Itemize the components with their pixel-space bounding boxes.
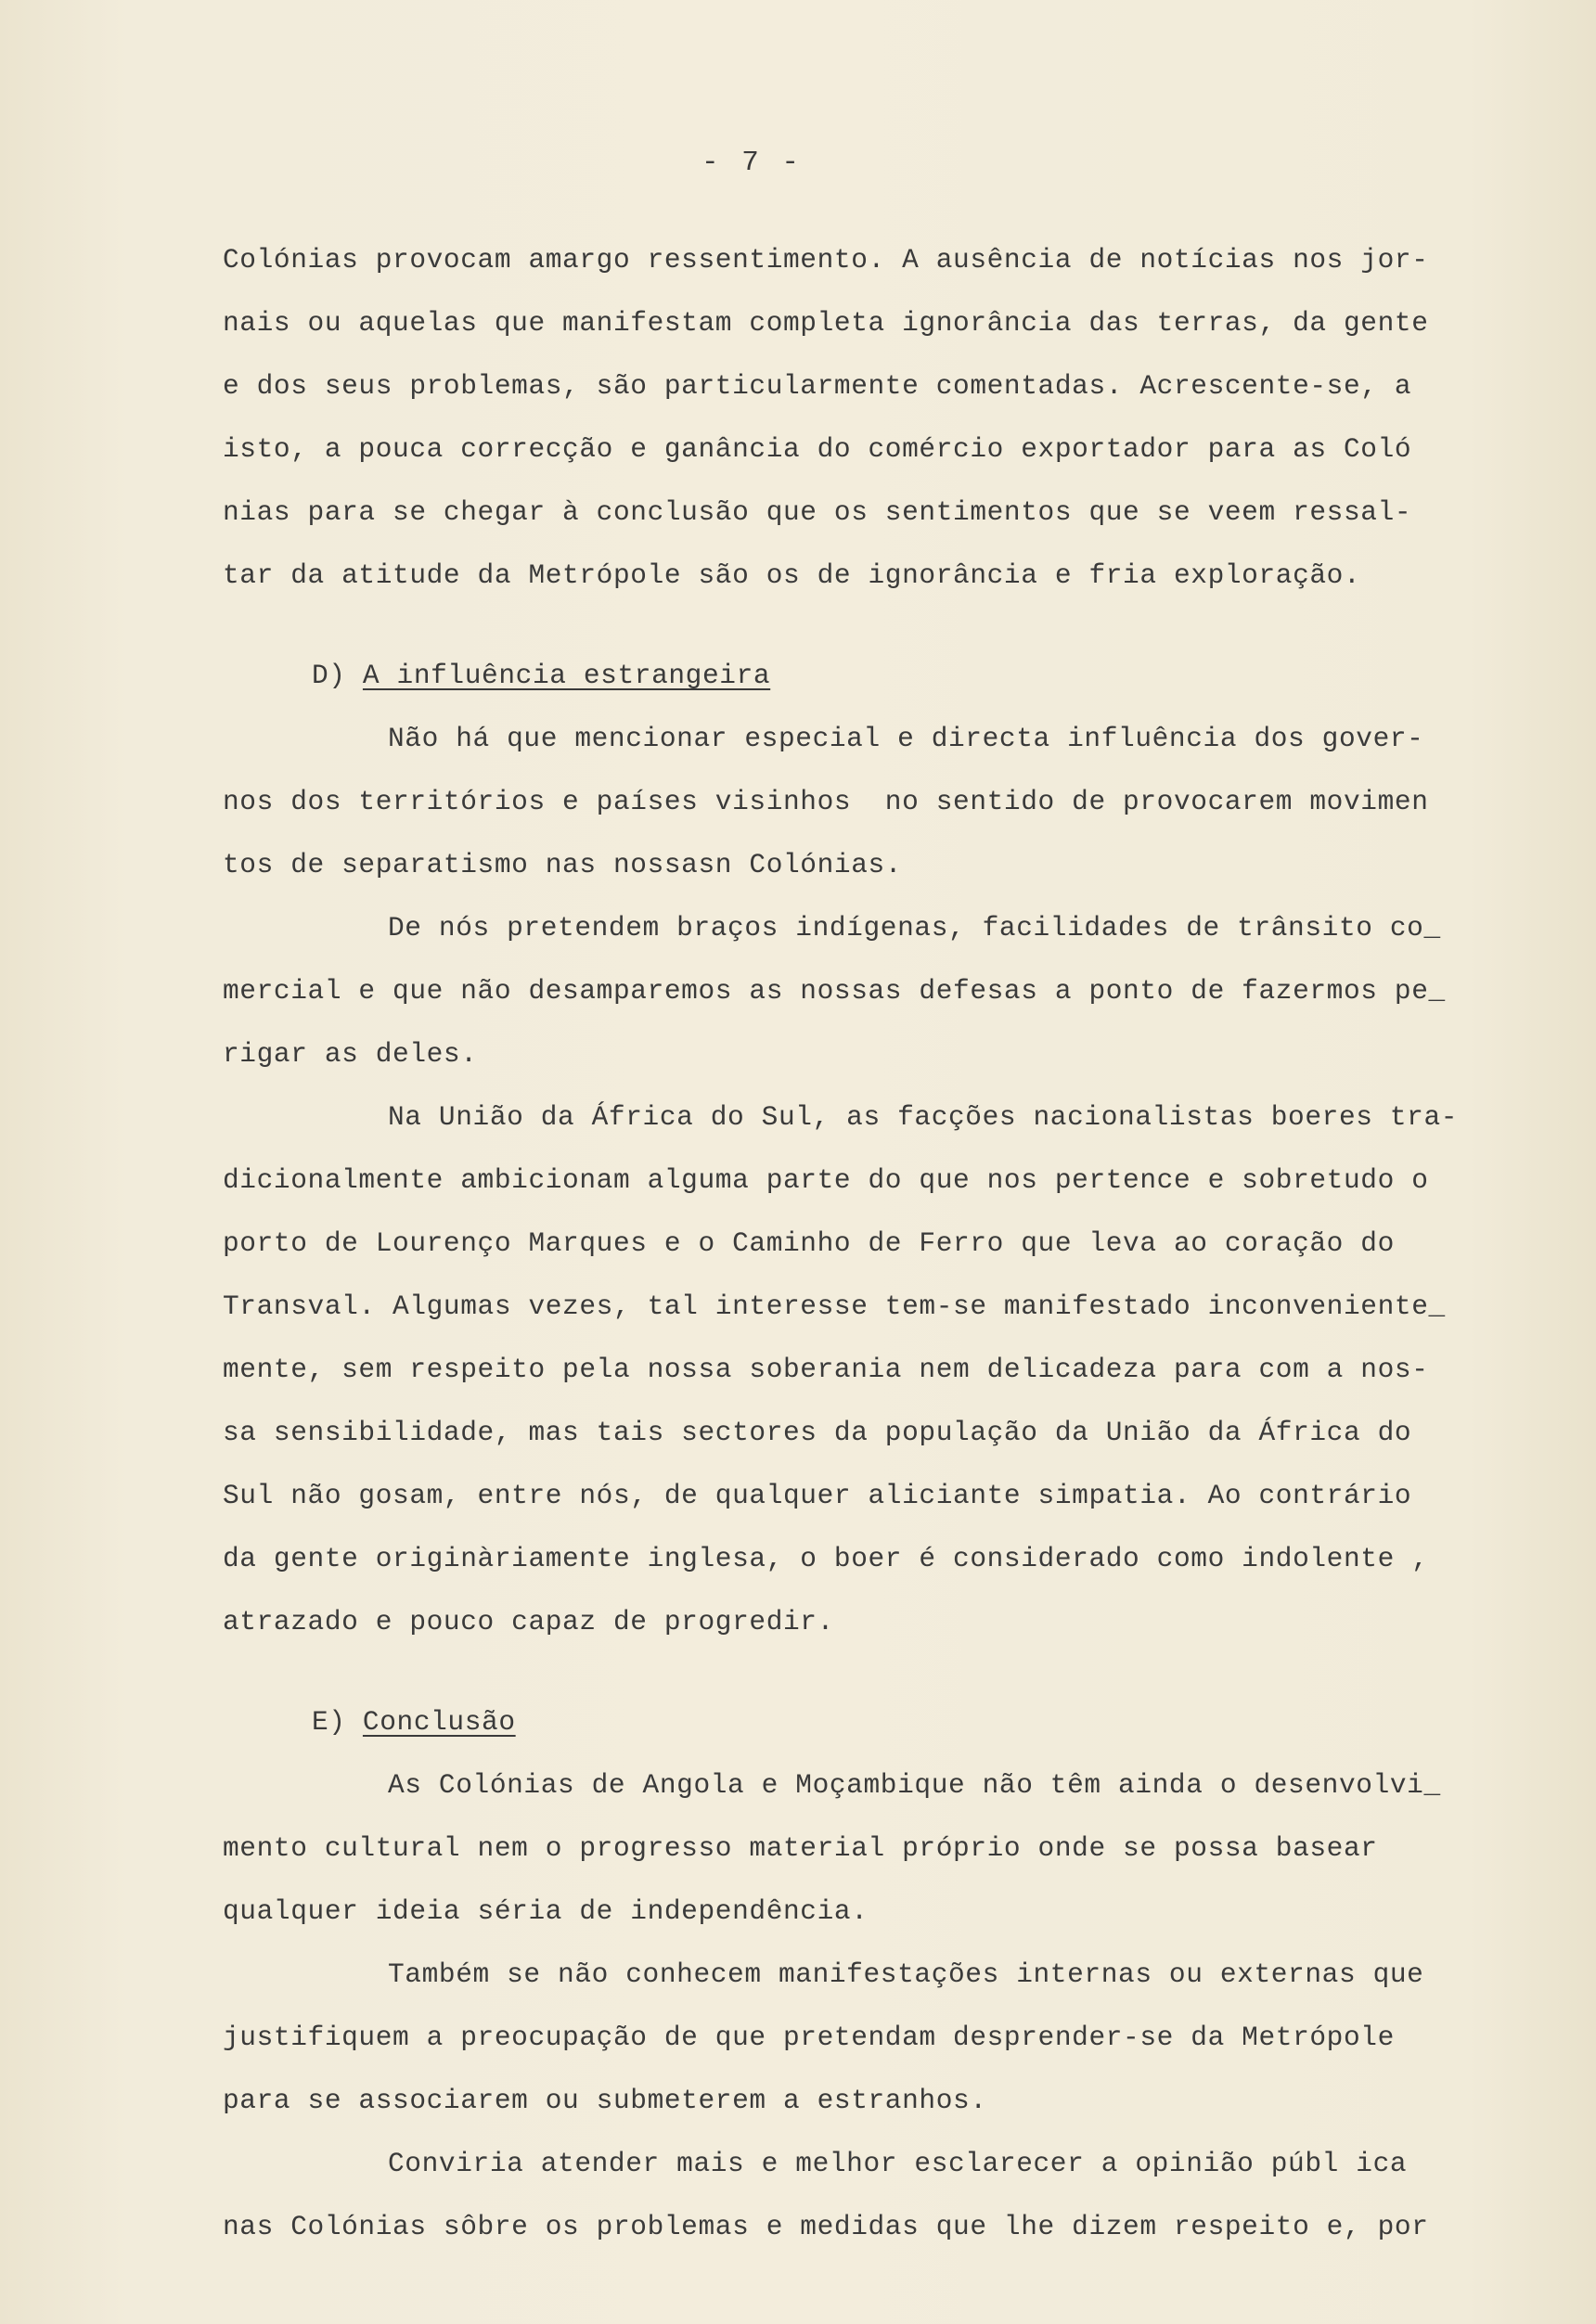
text-line: rigar as deles. — [223, 1038, 478, 1070]
text-line: De nós pretendem braços indígenas, facilidades de trânsito co_ — [388, 912, 1441, 944]
text-line: nas Colónias sôbre os problemas e medidas que lhe dizem respeito e, por — [223, 2211, 1429, 2242]
text-line: sa sensibilidade, mas tais sectores da população da União da África do — [223, 1417, 1412, 1448]
text-line: Conviria atender mais e melhor esclarecer a opinião públ ica — [388, 2148, 1408, 2179]
section-title: A influência estrangeira — [362, 660, 771, 691]
page-number: - 7 - — [701, 147, 802, 179]
section-heading-e — [223, 1690, 1540, 1753]
text-line: Transval. Algumas vezes, tal interesse tem-se manifestado inconveniente_ — [223, 1290, 1446, 1322]
text-line: e dos seus problemas, são particularmente comentadas. Acrescente-se, a — [223, 370, 1412, 402]
text-line: porto de Lourenço Marques e o Caminho de Ferro que leva ao coração do — [223, 1227, 1395, 1259]
text-line: Colónias provocam amargo ressentimento. A ausência de notícias nos jor- — [223, 244, 1429, 276]
text-line: nais ou aquelas que manifestam completa ignorância das terras, da gente — [223, 307, 1429, 339]
text-line: Na União da África do Sul, as facções nacionalistas boeres tra- — [388, 1101, 1459, 1133]
text-line: para se associarem ou submeterem a estranhos. — [223, 2085, 987, 2116]
section-letter: D) — [312, 660, 346, 691]
text-line: Não há que mencionar especial e directa influência dos gover- — [388, 723, 1424, 754]
text-line: mercial e que não desamparemos as nossas defesas a ponto de fazermos pe_ — [223, 975, 1446, 1007]
text-line: isto, a pouca correcção e ganância do comércio exportador para as Coló — [223, 433, 1412, 465]
text-line: qualquer ideia séria de independência. — [223, 1895, 869, 1927]
text-line: nias para se chegar à conclusão que os sentimentos que se veem ressal- — [223, 496, 1412, 528]
text-line: mente, sem respeito pela nossa soberania nem delicadeza para com a nos- — [223, 1354, 1429, 1385]
text-line: As Colónias de Angola e Moçambique não têm ainda o desenvolvi_ — [388, 1769, 1441, 1801]
text-line: nos dos territórios e países visinhos no sentido de provocarem movimen — [223, 786, 1429, 817]
section-letter: E) — [312, 1706, 346, 1738]
section-title: Conclusão — [362, 1706, 516, 1738]
text-line: dicionalmente ambicionam alguma parte do que nos pertence e sobretudo o — [223, 1164, 1429, 1196]
text-line: tar da atitude da Metrópole são os de ignorância e fria exploração. — [223, 559, 1361, 591]
text-line: Sul não gosam, entre nós, de qualquer aliciante simpatia. Ao contrário — [223, 1480, 1412, 1511]
text-line: atrazado e pouco capaz de progredir. — [223, 1606, 834, 1637]
text-line: Também se não conhecem manifestações internas ou externas que — [388, 1958, 1424, 1990]
document-body — [223, 228, 1540, 2258]
text-line: mento cultural nem o progresso material próprio onde se possa basear — [223, 1832, 1378, 1864]
text-line: tos de separatismo nas nossasn Colónias. — [223, 849, 903, 880]
text-line: justifiquem a preocupação de que pretendam desprender-se da Metrópole — [223, 2022, 1395, 2053]
section-heading-d — [223, 644, 1540, 707]
text-line: da gente originàriamente inglesa, o boer é considerado como indolente , — [223, 1543, 1429, 1574]
